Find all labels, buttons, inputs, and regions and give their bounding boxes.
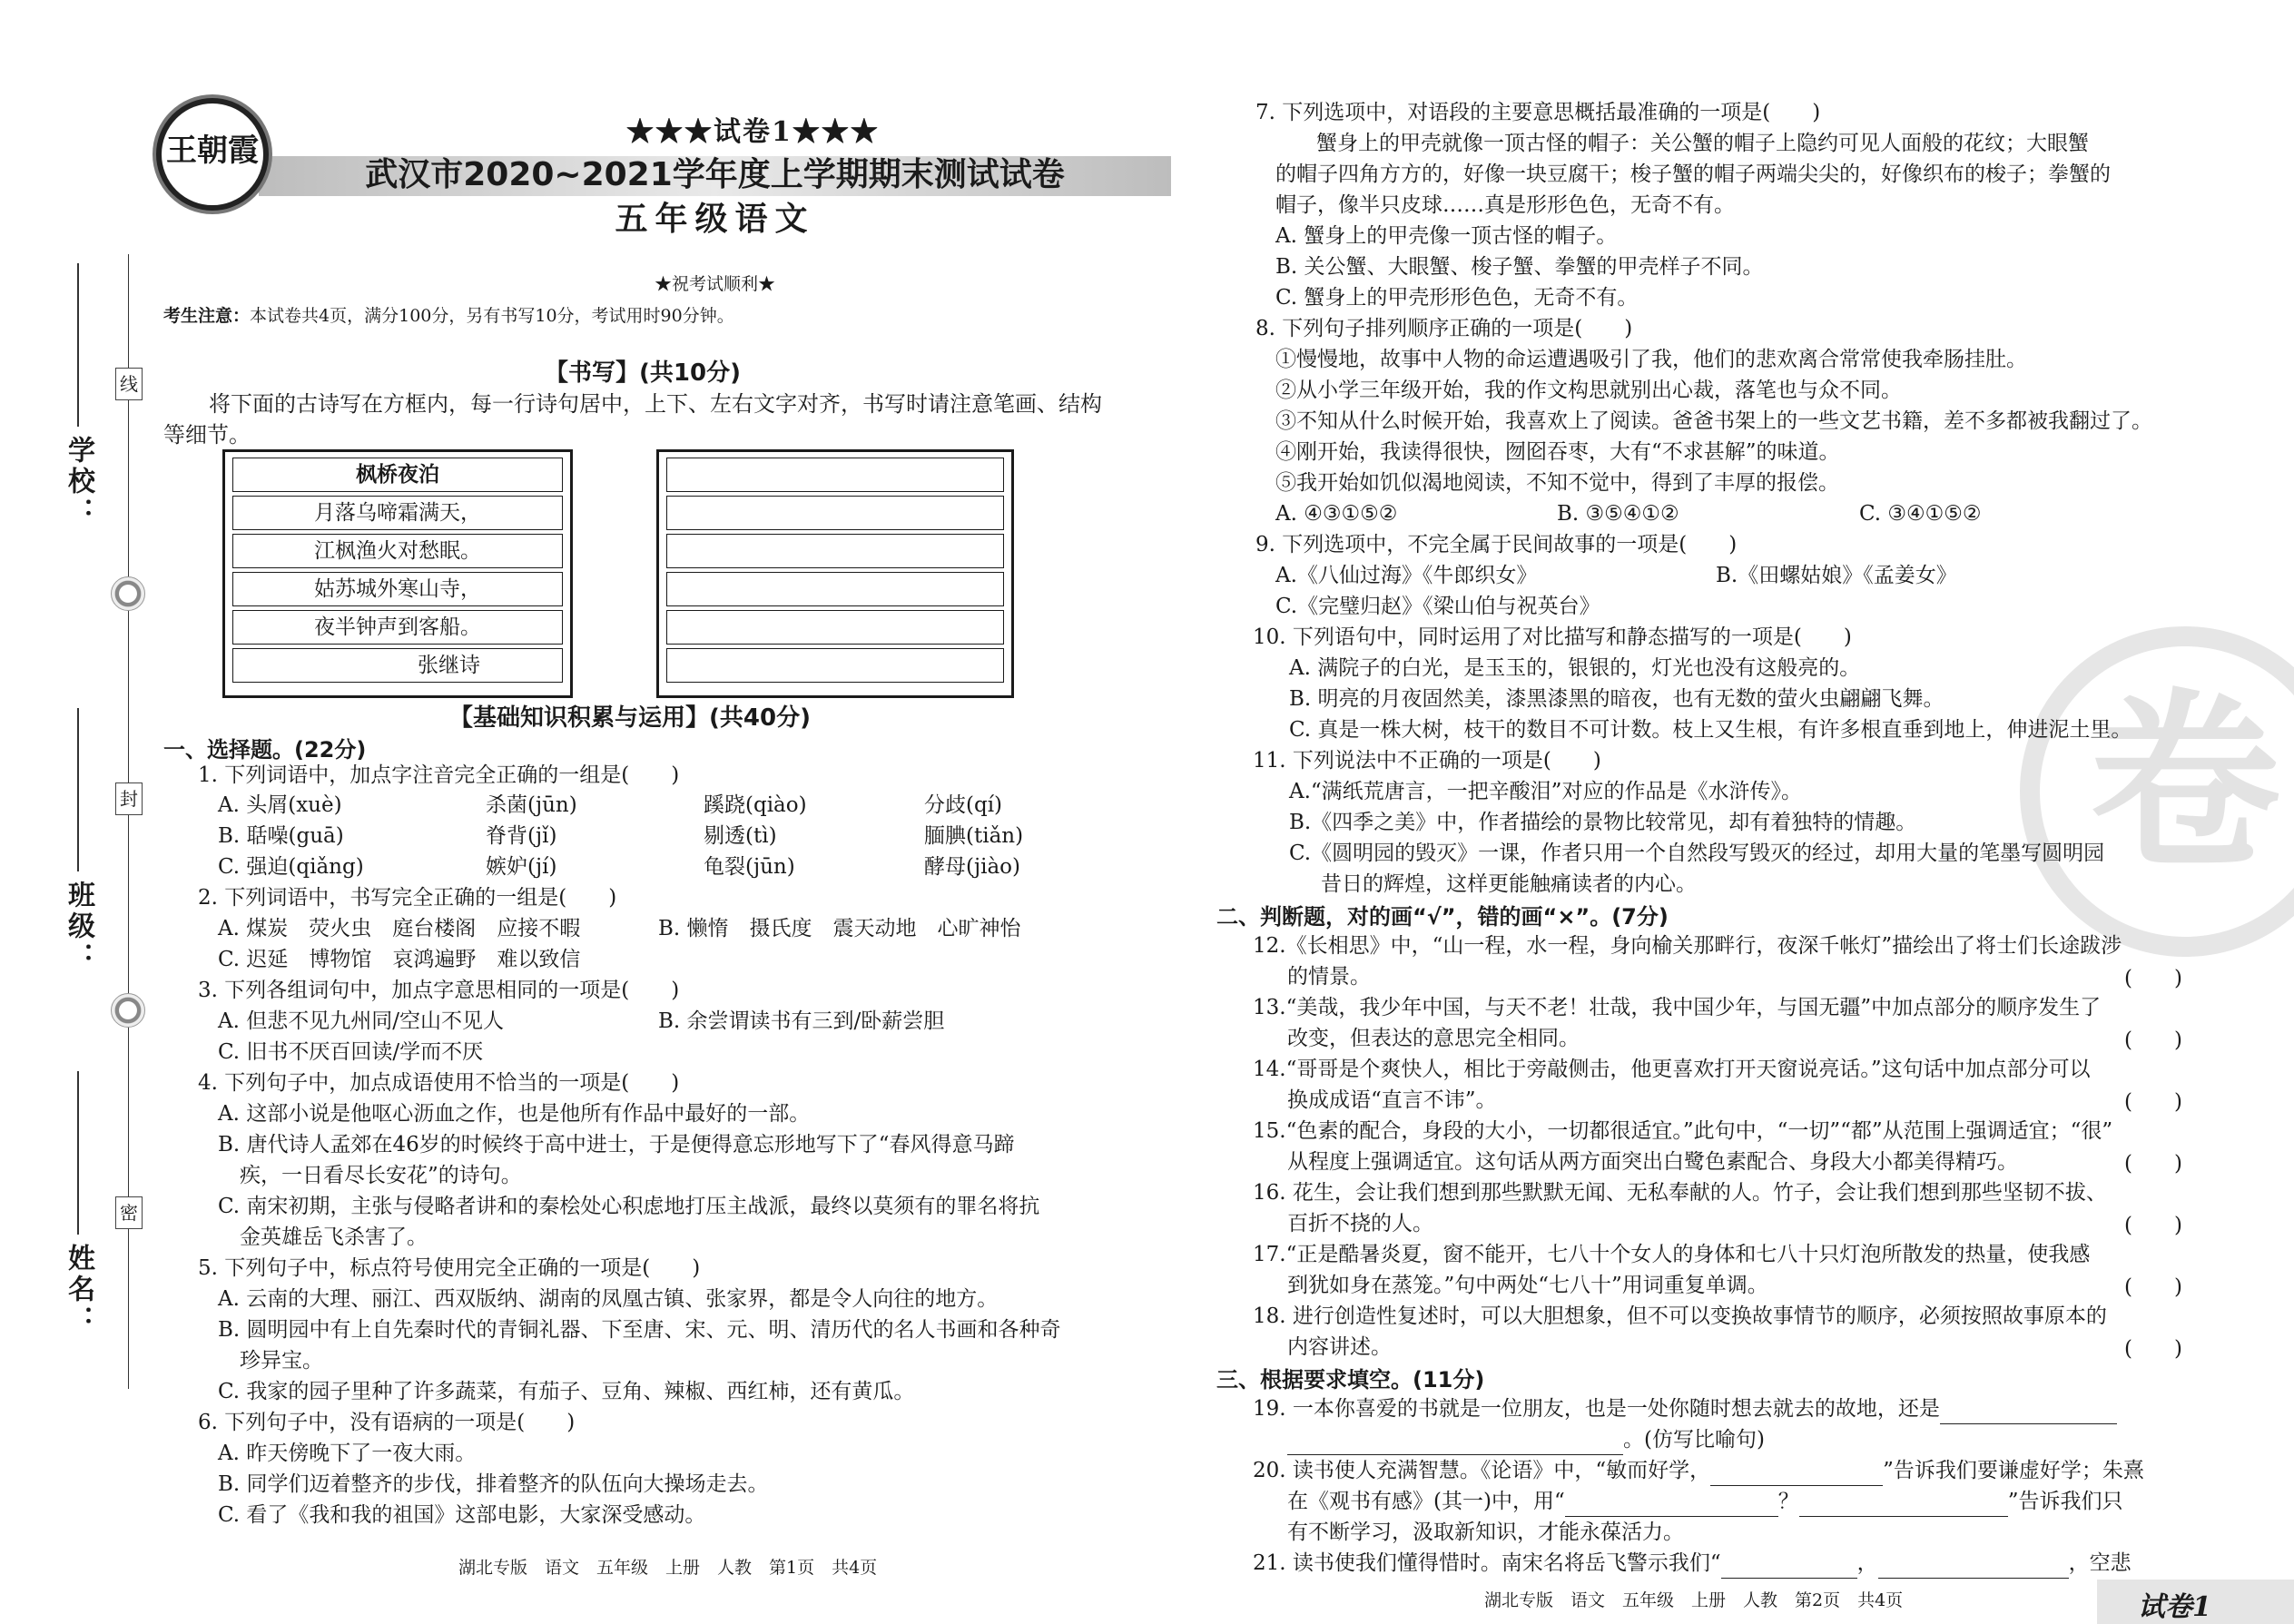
q19-blank[interactable] bbox=[1287, 1431, 1623, 1455]
question-3: 3. 下列各组词句中，加点字意思相同的一项是( ) bbox=[198, 979, 680, 1002]
q7-option: A. 蟹身上的甲壳像一顶古怪的帽子。 bbox=[1275, 224, 1618, 248]
question-21 bbox=[1253, 1548, 2132, 1579]
name-label: 姓名： bbox=[63, 1244, 94, 1336]
question-15: 15.“色素的配合，身段的大小，一切都很适宜。”此句中，“一切”“都”从范围上强调适宜；“很” bbox=[1253, 1119, 2113, 1143]
q6-option: B. 同学们迈着整齐的步伐，排着整齐的队伍向大操场走去。 bbox=[218, 1472, 769, 1496]
section-fill: 三、根据要求填空。(11分) bbox=[1216, 1367, 1485, 1393]
q4-option-cont: 金英雄岳飞杀害了。 bbox=[240, 1225, 428, 1249]
q20-blank[interactable] bbox=[1799, 1492, 2008, 1517]
question-10: 10. 下列语句中，同时运用了对比描写和静态描写的一项是( ) bbox=[1253, 625, 1852, 649]
writing-instruction: 等细节。 bbox=[163, 422, 251, 448]
q8-sentence: ③不知从什么时候开始，我喜欢上了阅读。爸爸书架上的一些文艺书籍，差不多都被我翻过了。 bbox=[1275, 409, 2152, 433]
q10-option: C. 真是一株大树，枝干的数目不可计数。枝上又生根，有许多根直垂到地上，伸进泥土里。 bbox=[1289, 718, 2132, 742]
class-label: 班级： bbox=[63, 881, 94, 973]
q21-text: ，空悲 bbox=[2068, 1551, 2132, 1575]
answer-paren[interactable]: ( ) bbox=[2124, 1090, 2182, 1114]
poem-title: 枫桥夜泊 bbox=[232, 458, 563, 492]
q1-option: 龟裂(jūn) bbox=[704, 855, 795, 879]
answer-paren[interactable]: ( ) bbox=[2124, 1029, 2182, 1052]
question-12-cont: 的情景。 bbox=[1287, 965, 1371, 989]
binding-hole bbox=[111, 993, 145, 1028]
q2-option: A. 煤炭 荧火虫 庭台楼阁 应接不暇 bbox=[218, 917, 581, 940]
answer-paren[interactable]: ( ) bbox=[2124, 1337, 2182, 1361]
poem-sample-box bbox=[222, 449, 573, 698]
poem-line: 月落乌啼霜满天， bbox=[232, 496, 563, 530]
writing-row[interactable] bbox=[666, 572, 1004, 606]
q5-option: B. 圆明园中有上自先秦时代的青铜礼器、下至唐、宋、元、明、清历代的名人书画和各种奇 bbox=[218, 1318, 1061, 1342]
q1-option: C. 强迫(qiǎng) bbox=[218, 855, 364, 879]
q10-option: A. 满院子的白光，是玉玉的，银银的，灯光也没有这般亮的。 bbox=[1289, 656, 1861, 680]
publisher-logo: 王朝霞 bbox=[156, 98, 269, 211]
q11-option-cont: 昔日的辉煌，这样更能触痛读者的内心。 bbox=[1321, 872, 1697, 896]
q1-option: A. 头屑(xuè) bbox=[218, 793, 342, 817]
q4-option-cont: 疾，一日看尽长安花”的诗句。 bbox=[240, 1164, 522, 1187]
q8-option: C. ③④①⑤② bbox=[1859, 502, 1982, 526]
answer-paren[interactable]: ( ) bbox=[2124, 967, 2182, 990]
name-field[interactable] bbox=[53, 1071, 98, 1336]
q19-text: 19. 一本你喜爱的书就是一位朋友，也是一处你随时想去就去的故地，还是 bbox=[1253, 1397, 1940, 1421]
question-6: 6. 下列句子中，没有语病的一项是( ) bbox=[198, 1411, 576, 1434]
section-judge: 二、判断题，对的画“√”，错的画“×”。(7分) bbox=[1216, 904, 1669, 930]
answer-paren[interactable]: ( ) bbox=[2124, 1152, 2182, 1176]
question-9: 9. 下列选项中，不完全属于民间故事的一项是( ) bbox=[1255, 533, 1738, 556]
subject-title: 五年级语文 bbox=[615, 201, 815, 238]
poem-line: 江枫渔火对愁眠。 bbox=[232, 534, 563, 568]
poem-line: 夜半钟声到客船。 bbox=[232, 610, 563, 645]
q4-option: B. 唐代诗人孟郊在46岁的时候终于高中进士，于是便得意忘形地写下了“春风得意马蹄 bbox=[218, 1133, 1015, 1156]
question-16-cont: 百折不挠的人。 bbox=[1287, 1212, 1433, 1235]
q5-option: A. 云南的大理、丽江、西双版纳、湖南的凤凰古镇、张家界，都是令人向往的地方。 bbox=[218, 1287, 999, 1311]
question-18: 18. 进行创造性复述时，可以大胆想象，但不可以变换故事情节的顺序，必须按照故事原本的 bbox=[1253, 1304, 2107, 1328]
question-20-cont: 有不断学习，汲取新知识，才能永葆活力。 bbox=[1287, 1521, 1684, 1544]
q7-option: B. 关公蟹、大眼蟹、梭子蟹、拳蟹的甲壳样子不同。 bbox=[1275, 255, 1764, 279]
q20-text: ？ bbox=[1777, 1490, 1799, 1513]
paper-tag-label: 试卷1 bbox=[2138, 1591, 2211, 1623]
question-20 bbox=[1253, 1455, 2144, 1486]
answer-paren[interactable]: ( ) bbox=[2124, 1275, 2182, 1299]
q6-option: C. 看了《我和我的祖国》这部电影，大家深受感动。 bbox=[218, 1503, 706, 1527]
q21-text: ， bbox=[1856, 1551, 1878, 1575]
q2-option: B. 懒惰 摄氏度 震天动地 心旷神怡 bbox=[658, 917, 1021, 940]
q8-sentence: ④刚开始，我读得很快，囫囵吞枣，大有“不求甚解”的味道。 bbox=[1275, 440, 1840, 464]
q9-option: B.《田螺姑娘》《孟姜女》 bbox=[1716, 564, 1957, 587]
q4-option: A. 这部小说是他呕心沥血之作，也是他所有作品中最好的一部。 bbox=[218, 1102, 811, 1126]
writing-row[interactable] bbox=[666, 648, 1004, 683]
answer-paren[interactable]: ( ) bbox=[2124, 1214, 2182, 1237]
question-17: 17.“正是酷暑炎夏，窗不能开，七八十个女人的身体和七八十只灯泡所散发的热量，使我感 bbox=[1253, 1243, 2091, 1266]
q3-option: B. 余尝谓读书有三到/卧薪尝胆 bbox=[658, 1009, 945, 1033]
q1-option: 腼腆(tiǎn) bbox=[924, 824, 1024, 848]
q19-hint: 。(仿写比喻句) bbox=[1623, 1428, 1765, 1452]
q1-option: 剔透(tì) bbox=[704, 824, 777, 848]
q1-option: 分歧(qí) bbox=[924, 793, 1003, 817]
q4-option: C. 南宋初期，主张与侵略者讲和的秦桧处心积虑地打压主战派，最终以莫须有的罪名将抗 bbox=[218, 1195, 1040, 1218]
question-11: 11. 下列说法中不正确的一项是( ) bbox=[1253, 749, 1601, 773]
q5-option: C. 我家的园子里种了许多蔬菜，有茄子、豆角、辣椒、西红柿，还有黄瓜。 bbox=[218, 1380, 915, 1403]
q9-option: C.《完璧归赵》《梁山伯与祝英台》 bbox=[1275, 595, 1600, 618]
q3-option: C. 旧书不厌百回读/学而不厌 bbox=[218, 1040, 484, 1064]
basics-heading: 【基础知识积累与运用】(共40分) bbox=[449, 704, 811, 732]
writing-row[interactable] bbox=[666, 610, 1004, 645]
q20-text: ”告诉我们只 bbox=[2007, 1490, 2123, 1513]
question-1: 1. 下列词语中，加点字注音完全正确的一组是( ) bbox=[198, 763, 680, 787]
name-underline bbox=[77, 1071, 79, 1235]
question-2: 2. 下列词语中，书写完全正确的一组是( ) bbox=[198, 886, 617, 910]
binding-mark-secret: 密 bbox=[115, 1196, 143, 1229]
paper-tag bbox=[2097, 1580, 2294, 1624]
q5-option-cont: 珍异宝。 bbox=[240, 1349, 323, 1373]
q11-option: C.《圆明园的毁灭》一课，作者只用一个自然段写毁灭的经过，却用大量的笔墨写圆明园 bbox=[1289, 842, 2105, 865]
q11-option: B.《四季之美》中，作者描绘的景物比较常见，却有着独特的情趣。 bbox=[1289, 811, 1917, 834]
question-14-cont: 换成成语“直言不讳”。 bbox=[1287, 1088, 1497, 1112]
q8-option: A. ④③①⑤② bbox=[1275, 502, 1398, 526]
binding-mark-seal: 封 bbox=[115, 782, 143, 815]
q21-blank[interactable] bbox=[1721, 1554, 1857, 1579]
q20-text: ”告诉我们要谦虚好学；朱熹 bbox=[1883, 1459, 2144, 1482]
q8-sentence: ①慢慢地，故事中人物的命运遭遇吸引了我，他们的悲欢离合常常使我牵肠挂肚。 bbox=[1275, 348, 2027, 371]
writing-instruction: 将下面的古诗写在方框内，每一行诗句居中，上下、左右文字对齐，书写时请注意笔画、结构 bbox=[209, 391, 1102, 417]
q1-option: 嫉妒(jí) bbox=[486, 855, 557, 879]
q8-option: B. ③⑤④①② bbox=[1557, 502, 1679, 526]
question-8: 8. 下列句子排列顺序正确的一项是( ) bbox=[1255, 317, 1633, 340]
poem-author: 张继诗 bbox=[232, 648, 563, 683]
question-17-cont: 到犹如身在蒸笼。”句中两处“七八十”用词重复单调。 bbox=[1287, 1274, 1768, 1297]
binding-hole bbox=[111, 576, 145, 611]
paper-number: ★★★试卷1★★★ bbox=[626, 116, 880, 148]
q3-option: A. 但悲不见九州同/空山不见人 bbox=[218, 1009, 504, 1033]
q7-option: C. 蟹身上的甲壳形形色色，无奇不有。 bbox=[1275, 286, 1639, 310]
class-underline bbox=[77, 708, 79, 871]
binding-strip bbox=[0, 0, 159, 1624]
question-13-cont: 改变，但表达的意思完全相同。 bbox=[1287, 1027, 1580, 1050]
wish-line: ★祝考试顺利★ bbox=[654, 274, 775, 294]
question-19 bbox=[1253, 1393, 2117, 1424]
q20-blank[interactable] bbox=[1565, 1492, 1778, 1517]
question-20-cont bbox=[1287, 1486, 2122, 1517]
q6-option: A. 昨天傍晚下了一夜大雨。 bbox=[218, 1442, 477, 1465]
school-underline bbox=[77, 263, 79, 427]
q8-sentence: ②从小学三年级开始，我的作文构思就别出心裁，落笔也与众不同。 bbox=[1275, 379, 1902, 402]
q1-option: 酵母(jiào) bbox=[924, 855, 1020, 879]
exam-notice bbox=[163, 302, 734, 327]
q9-option: A.《八仙过海》《牛郎织女》 bbox=[1275, 564, 1538, 587]
q20-text: 在《观书有感》(其一)中，用“ bbox=[1287, 1490, 1565, 1513]
q7-passage: 帽子，像半只皮球……真是形形色色，无奇不有。 bbox=[1275, 193, 1735, 217]
question-19-cont bbox=[1287, 1424, 1765, 1455]
page-footer-right: 湖北专版 语文 五年级 上册 人教 第2页 共4页 bbox=[1484, 1590, 1904, 1610]
q1-option: B. 聒噪(guā) bbox=[218, 824, 344, 848]
q1-option: 蹊跷(qiào) bbox=[704, 793, 807, 817]
question-4: 4. 下列句子中，加点成语使用不恰当的一项是( ) bbox=[198, 1071, 680, 1095]
q7-passage: 蟹身上的甲壳就像一顶古怪的帽子：关公蟹的帽子上隐约可见人面般的花纹；大眼蟹 bbox=[1316, 132, 2089, 155]
question-15-cont: 从程度上强调适宜。这句话从两方面突出白鹭色素配合、身段大小都美得精巧。 bbox=[1287, 1150, 2018, 1174]
page-footer-left: 湖北专版 语文 五年级 上册 人教 第1页 共4页 bbox=[458, 1558, 878, 1578]
question-13: 13.“美哉，我少年中国，与天不老！壮哉，我中国少年，与国无疆”中加点部分的顺序发生了 bbox=[1253, 996, 2102, 1019]
stamp-watermark: 卷 bbox=[2020, 626, 2294, 957]
exam-title: 武汉市2020~2021学年度上学期期末测试试卷 bbox=[365, 156, 1065, 193]
q1-option: 杀菌(jūn) bbox=[486, 793, 577, 817]
question-7: 7. 下列选项中，对语段的主要意思概括最准确的一项是( ) bbox=[1255, 101, 1821, 124]
q11-option: A.“满纸荒唐言，一把辛酸泪”对应的作品是《水浒传》。 bbox=[1289, 780, 1802, 803]
school-field[interactable] bbox=[53, 263, 98, 528]
writing-row[interactable] bbox=[666, 458, 1004, 492]
notice-label: 考生注意： bbox=[163, 306, 251, 326]
question-12: 12.《长相思》中，“山一程，水一程，身向榆关那畔行，夜深千帐灯”描绘出了将士们长途跋涉 bbox=[1253, 934, 2122, 958]
section-choice: 一、选择题。(22分) bbox=[163, 737, 367, 763]
writing-row[interactable] bbox=[666, 496, 1004, 530]
q8-sentence: ⑤我开始如饥似渴地阅读，不知不觉中，得到了丰厚的报偿。 bbox=[1275, 471, 1839, 495]
q2-option: C. 迟延 博物馆 哀鸿遍野 难以致信 bbox=[218, 948, 581, 971]
question-14: 14.“哥哥是个爽快人，相比于旁敲侧击，他更喜欢打开天窗说亮话。”这句话中加点部分可以 bbox=[1253, 1058, 2091, 1081]
q21-blank[interactable] bbox=[1878, 1554, 2069, 1579]
q1-option: 脊背(jǐ) bbox=[486, 824, 557, 848]
q7-passage: 的帽子四角方方的，好像一块豆腐干；梭子蟹的帽子两端尖尖的，好像织布的梭子；拳蟹的 bbox=[1275, 162, 2111, 186]
poem-writing-box[interactable] bbox=[656, 449, 1014, 698]
notice-text: 本试卷共4页，满分100分，另有书写10分，考试用时90分钟。 bbox=[250, 306, 734, 326]
writing-heading: 【书写】(共10分) bbox=[545, 359, 741, 387]
question-16: 16. 花生，会让我们想到那些默默无闻、无私奉献的人。竹子，会让我们想到那些坚韧不拔、 bbox=[1253, 1181, 2107, 1205]
school-label: 学校： bbox=[63, 436, 94, 528]
poem-line: 姑苏城外寒山寺， bbox=[232, 572, 563, 606]
question-5: 5. 下列句子中，标点符号使用完全正确的一项是( ) bbox=[198, 1256, 701, 1280]
question-18-cont: 内容讲述。 bbox=[1287, 1335, 1392, 1359]
q20-text: 20. 读书使人充满智慧。《论语》中，“敏而好学， bbox=[1253, 1459, 1711, 1482]
q19-blank[interactable] bbox=[1940, 1400, 2117, 1424]
q21-text: 21. 读书使我们懂得惜时。南宋名将岳飞警示我们“ bbox=[1253, 1551, 1721, 1575]
class-field[interactable] bbox=[53, 708, 98, 973]
writing-row[interactable] bbox=[666, 534, 1004, 568]
q10-option: B. 明亮的月夜固然美，漆黑漆黑的暗夜，也有无数的萤火虫翩翩飞舞。 bbox=[1289, 687, 1944, 711]
q20-blank[interactable] bbox=[1710, 1462, 1883, 1486]
binding-mark-line: 线 bbox=[115, 368, 143, 400]
